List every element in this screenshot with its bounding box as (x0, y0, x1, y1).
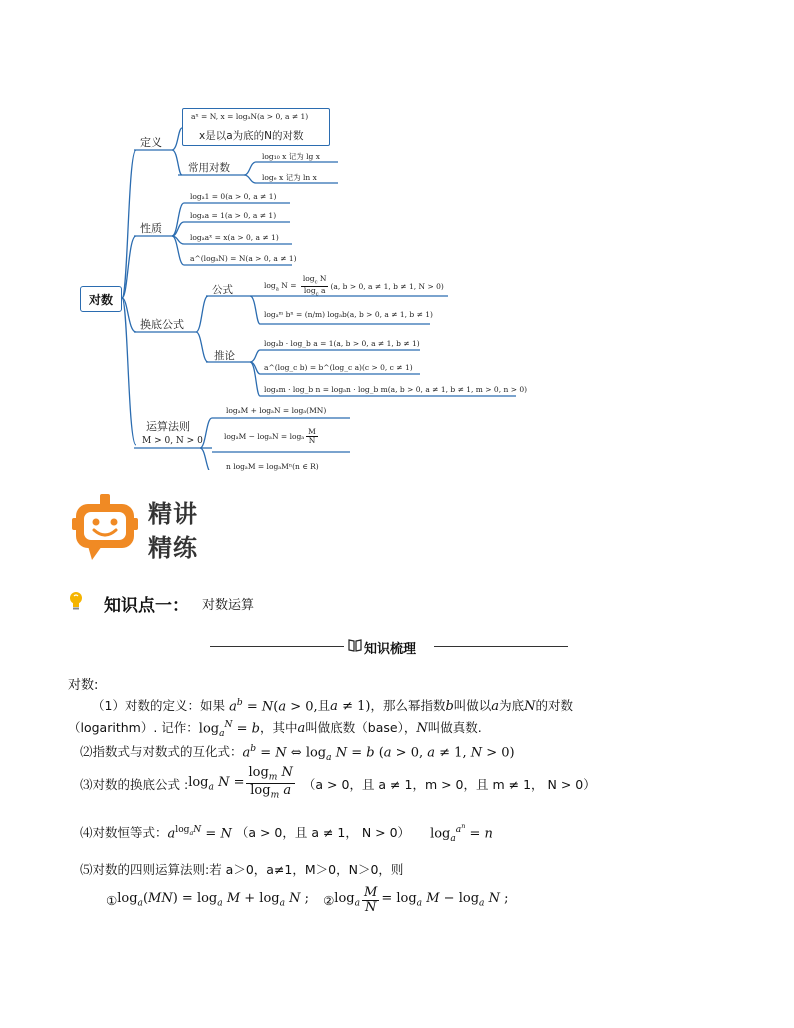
operation-2: logₐM − logₐN = logₐ $\frac{M}{N}$ (224, 427, 316, 445)
item-3: ⑶对数的换底公式 : $\log_a N$ = $\frac{\log_m N}{\log_m a}$ （a > 0，且 a ≠ 1，m > 0，且 m ≠ 1， N > 0） (80, 765, 596, 801)
mindmap-connectors (0, 0, 794, 470)
inference-1: logₐb · log_b a = 1(a, b > 0, a ≠ 1, b ≠ 1) (264, 339, 420, 348)
branch-inference: 推论 (214, 350, 235, 362)
item-2-text: ⑵指数式与对数式的互化式： (80, 744, 243, 759)
banner-line-1: 精讲 (148, 500, 198, 528)
item-1-text-b: ，那么幂指数 (370, 698, 446, 713)
definition-formula: aˣ = N, x = logₐN(a > 0, a ≠ 1) (191, 112, 309, 121)
branch-definition: 定义 (140, 136, 162, 149)
property-2: logₐa = 1(a > 0, a ≠ 1) (190, 211, 277, 220)
branch-change-base: 换底公式 (140, 318, 184, 331)
definition-box (182, 108, 330, 146)
item-3-text: ⑶对数的换底公式 : (80, 776, 189, 792)
property-1: logₐ1 = 0(a > 0, a ≠ 1) (190, 192, 277, 201)
common-log-2: logₑ x 记为 ln x (262, 173, 317, 182)
operation-3: n logₐM = logₐMⁿ(n ∈ R) (226, 462, 319, 471)
definition-text: x是以a为底的N的对数 (199, 130, 304, 142)
mindmap-root-label: 对数 (88, 292, 113, 307)
operation-1: logₐM + logₐN = logₐ(MN) (226, 406, 327, 415)
item-1-text-d: 为底 (499, 698, 525, 713)
item-1-text-a: （1）对数的定义：如果 (92, 698, 225, 713)
divider-right (434, 646, 568, 647)
formula-2: logₐᵐ bⁿ = (n/m) logₐb(a, b > 0, a ≠ 1, b ≠ 1) (264, 310, 433, 319)
rule-2-mark: ② (323, 892, 335, 908)
branch-common-log: 常用对数 (188, 162, 230, 174)
item-4-condition: （a > 0，且 a ≠ 1， N > 0） (235, 825, 411, 841)
formula-1: $\log_a N$ = $\frac{\log_c N}{\log_c a}$ (a, b > 0, a ≠ 1, b ≠ 1, N > 0) (264, 274, 444, 298)
item-2: ⑵指数式与对数式的互化式： $a^b = N$ ⇔ $\log_a N = b$ (a > 0, a ≠ 1, N > 0) (80, 743, 515, 763)
item-1-text-c: 叫做以 (453, 698, 492, 713)
formula-1-cond: (a, b > 0, a ≠ 1, b ≠ 1, N > 0) (330, 282, 444, 291)
item-1-line-1: （1）对数的定义：如果 $a^b = N(a > 0$, 且 a ≠ 1) ，那么幂指数 b 叫做以 a 为底 N 的对数 (92, 697, 573, 714)
rule-1-mark: ① (106, 892, 118, 908)
inference-2: a^(log_c b) = b^(log_c a)(c > 0, c ≠ 1) (264, 363, 413, 372)
divider-left (210, 646, 344, 647)
branch-operations: 运算法则 (146, 420, 190, 433)
item-5: ⑸对数的四则运算法则:若 a＞0，a≠1，M＞0，N＞0，则 (80, 862, 404, 877)
item-1-line-2: （logarithm）. 记作： $\log_a^N = b$ ，其中 a 叫做底数（base）， N 叫做真数. (68, 719, 482, 739)
item-1-text-i: 叫做真数. (427, 720, 482, 735)
item-1-text-e: 的对数 (535, 698, 573, 713)
robot-logo-icon (72, 494, 138, 562)
inference-3: logₐm · log_b n = logₐn · log_b m(a, b > 0, a ≠ 1, b ≠ 1, m > 0, n > 0) (264, 385, 528, 394)
divider-title: 知识梳理 (364, 642, 417, 657)
property-3: logₐaˣ = x(a > 0, a ≠ 1) (190, 233, 279, 242)
common-log-1: log₁₀ x 记为 lg x (262, 152, 320, 161)
item-1-text-f: （logarithm）. 记作： (68, 720, 199, 735)
operations-condition: M > 0, N > 0 (142, 436, 203, 446)
item-1-text-g: ，其中 (259, 720, 298, 735)
item-4-text: ⑷对数恒等式： (80, 825, 168, 841)
property-4: a^(logₐN) = N(a > 0, a ≠ 1) (190, 254, 297, 263)
item-3-condition: （a > 0，且 a ≠ 1，m > 0，且 m ≠ 1， N > 0） (302, 776, 596, 792)
lightbulb-icon (68, 591, 84, 611)
heading-logarithm: 对数: (68, 678, 99, 693)
section-title: 知识点一： (104, 596, 189, 616)
banner-line-2: 精练 (148, 534, 198, 562)
item-1-text-h: 叫做底数（base）， (305, 720, 417, 735)
book-icon (348, 639, 362, 652)
section-subtitle: 对数运算 (202, 598, 255, 613)
item-4: ⑷对数恒等式： $a^{log_aN} = N$ （a > 0，且 a ≠ 1， N > 0） $\log_a^{a^n} = n$ (80, 822, 493, 844)
branch-formula: 公式 (212, 284, 233, 296)
operation-2-text: logₐM − logₐN = logₐ (224, 431, 305, 441)
mindmap-root (80, 286, 122, 312)
branch-properties: 性质 (140, 222, 162, 235)
rules-line: ① $\log_a(MN) = \log_a M + \log_a N$ ; ② $\log_a$ $\frac{M}{N}$ = $\log_a M - \log_a N$ ; (106, 885, 509, 915)
